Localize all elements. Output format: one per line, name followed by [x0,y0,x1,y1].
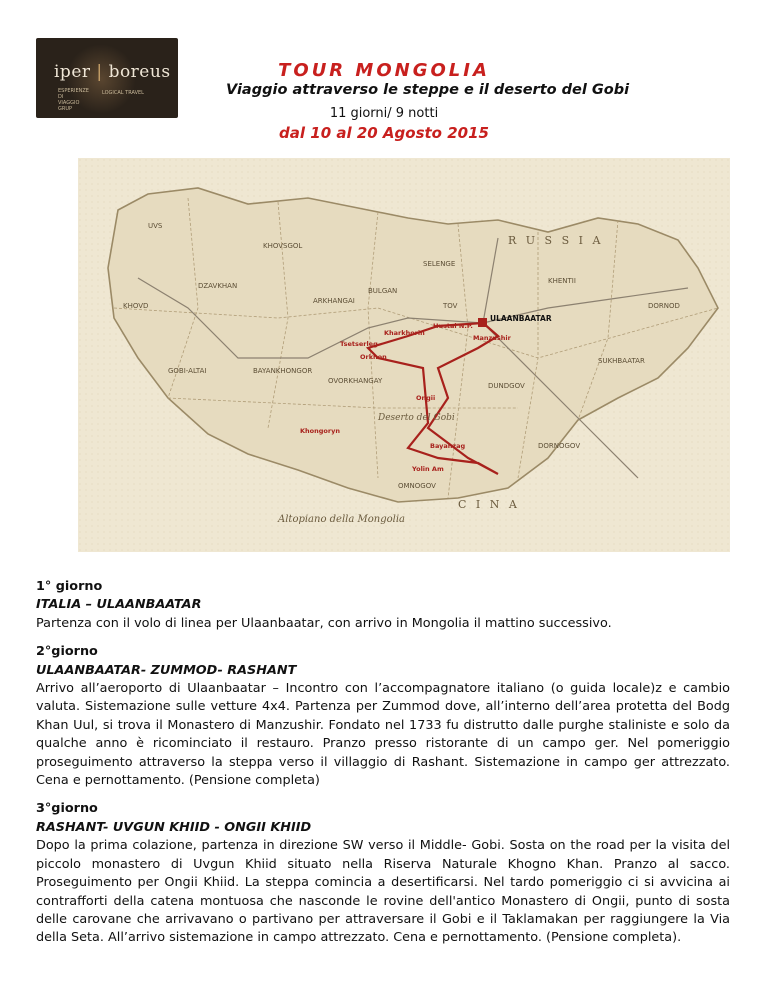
map-label-dzavkhan: DZAVKHAN [198,282,238,290]
map-label-khovd: KHOVD [123,302,149,310]
map-label-china: C I N A [458,498,520,511]
map-label-omnogov: OMNOGOV [398,482,436,490]
map-label-ovorkhangay: OVORKHANGAY [328,377,383,385]
day-2 [36,643,730,790]
stop-label-bayanzag: Bayanzag [430,442,466,450]
map-label-gobi: Deserto del Gobi [378,413,455,423]
map-label-arkhangai: ARKHANGAI [313,297,355,305]
itinerary [36,578,730,958]
tour-dates: dal 10 al 20 Agosto 2015 [279,124,489,142]
map-label-sukhbaatar: SUKHBAATAR [598,357,645,365]
page-subtitle: Viaggio attraverso le steppe e il deserto del Gobi [226,82,630,98]
logo-brand-left: iper [54,62,91,82]
stop-label-tsetserleg: Tsetserleg [340,340,378,348]
map-label-dundgov: DUNDGOV [488,382,525,390]
map-label-selenge: SELENGE [423,260,456,268]
map-label-khovsgol: KHOVSGOL [263,242,303,250]
day-number: 2°giorno [36,644,98,660]
map-label-uvs: UVS [148,222,163,230]
day-number: 1° giorno [36,579,103,594]
stop-label-khongoryn: Khongoryn [300,427,340,435]
map-label-gobi-altai: GOBI-ALTAI [168,367,207,375]
stop-label-ongii: Ongii [416,394,436,402]
stop-marker-ulaanbaatar [478,318,487,327]
day-route: ULAANBAATAR- ZUMMOD- RASHANT [36,662,297,678]
stop-label-orkhon: Orkhon [360,353,387,361]
logo-tagline-right: LOGICAL TRAVEL [102,90,144,96]
day-description: Dopo la prima colazione, partenza in direzione SW verso il Middle- Gobi. Sosta on the road per la visita del piccolo monastero di Uvgun Khiid situato nella Riserva Naturale Khogno Khan. Pranzo al sacco. Proseguimento per Ongii Khiid. La steppa comincia a desertificarsi. Nel tardo pomeriggio ci si avvicina ai contrafforti della catena montuosa che nasconde le rovine dell'antico Monastero di Ongii, punto di sosta delle carovane che arrivavano o partivano per attraversare il Gobi e il Taklamakan per raggiungere la Via della Seta. All’arrivo sistemazione in campo attrezzato. Cena e pernottamento. (Pensione completa). [36,838,730,946]
map-label-bayankhongor: BAYANKHONGOR [253,367,313,375]
day-description: Partenza con il volo di linea per Ulaanbaatar, con arrivo in Mongolia il mattino successivo. [36,615,612,631]
stop-label-hustai: Hustai N.P. [433,322,473,330]
day-3 [36,800,730,947]
stop-label-manzushir: Manzushir [473,334,511,342]
map-label-russia: R U S S I A [508,234,604,247]
map-label-dornod: DORNOD [648,302,680,310]
day-route: RASHANT- UVGUN KHIID - ONGII KHIID [36,819,312,835]
route-map [78,158,730,552]
map-label-dornogov: DORNOGOV [538,442,581,450]
logo-brand-right: boreus [108,62,171,82]
day-number: 3°giorno [36,801,98,817]
day-description: Arrivo all’aeroporto di Ulaanbaatar – Incontro con l’accompagnatore italiano (o guida locale)z e cambio valuta. Sistemazione sulle vetture 4x4. Partenza per Zummod dove, all’interno dell’area protetta del Bodg Khan Uul, si trova il Monastero di Manzushir. Fondato nel 1733 fu distrutto dalle purghe staliniste e solo da qualche anno è ricominciato il restauro. Pranzo presso ristorante di un campo ger. Nel pomeriggio proseguimento attraverso la steppa verso il villaggio di Rashant. Sistemazione in campo ger attrezzato. Cena e pernottamento. (Pensione completa) [36,681,730,789]
tour-duration: 11 giorni/ 9 notti [329,106,439,121]
map-label-khentii: KHENTII [548,277,576,285]
stop-label-ulaanbaatar: ULAANBAATAR [490,314,552,323]
day-1 [36,578,730,633]
logo-separator: | [90,62,109,82]
stop-label-yolin-am: Yolin Am [412,465,444,473]
map-label-bulgan: BULGAN [368,287,398,295]
page-title: TOUR MONGOLIA [278,60,490,81]
route-map-svg [78,158,730,552]
logo-tagline-left: ESPERIENZE DI VIAGGIO GRUP [58,88,89,112]
map-label-altopiano: Altopiano della Mongolia [278,514,405,525]
map-label-tov: TOV [443,302,458,310]
stop-label-kharkhorin: Kharkhorin [384,329,425,337]
day-route: ITALIA – ULAANBAATAR [36,597,202,613]
